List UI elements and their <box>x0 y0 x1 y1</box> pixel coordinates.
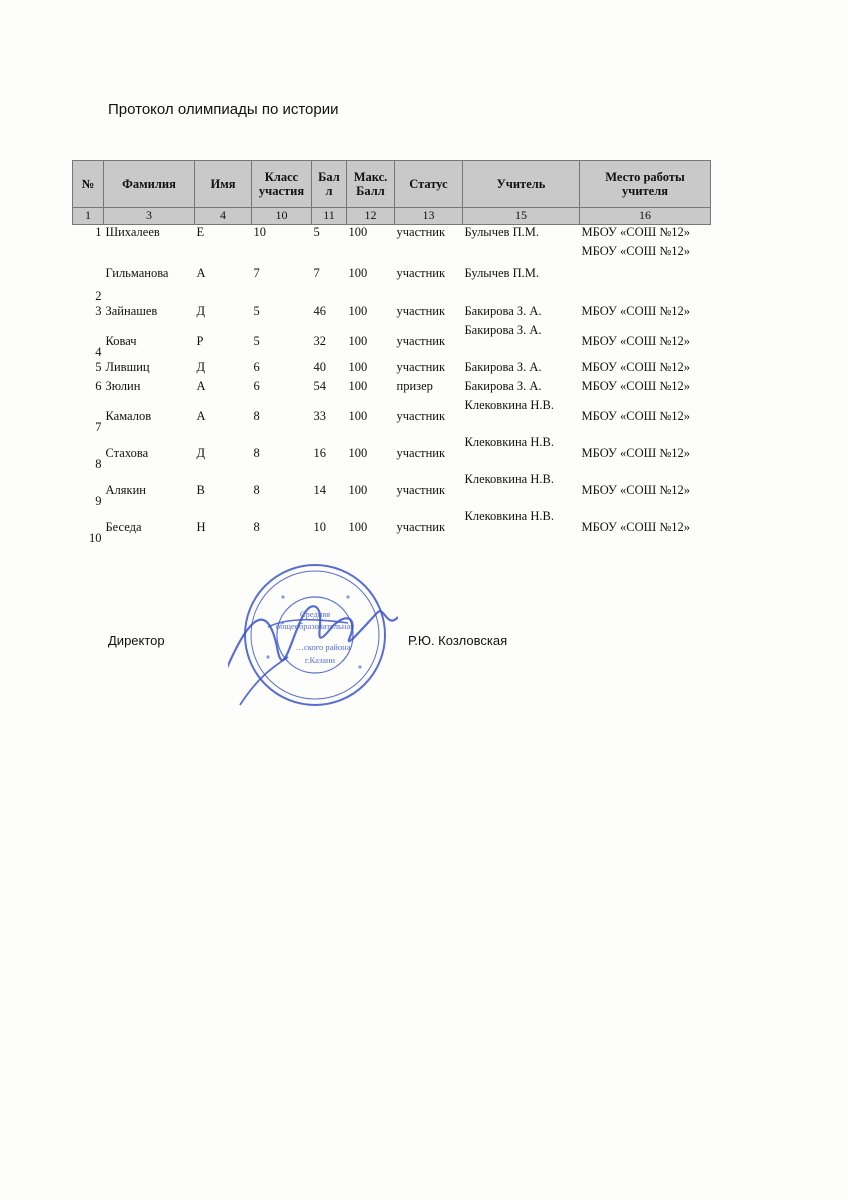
table-row <box>73 225 711 244</box>
cell-status: участник <box>396 519 446 534</box>
cell-max: 100 <box>348 333 368 348</box>
cell-teacher: Бакирова З. А. <box>464 378 542 393</box>
column-header <box>347 161 395 208</box>
table-row <box>73 323 711 360</box>
cell-max: 100 <box>348 408 368 423</box>
cell-teacher: Клековкина Н.В. <box>464 434 554 449</box>
cell-max: 100 <box>348 445 368 460</box>
cell-class: 6 <box>253 359 260 374</box>
column-header <box>580 161 711 208</box>
director-label: Директор <box>108 633 165 648</box>
cell-score: 5 <box>313 225 320 239</box>
cell-max: 100 <box>348 378 368 393</box>
cell-surname: Шихалеев <box>105 225 160 239</box>
column-header-text: № <box>81 177 95 191</box>
table-row <box>73 398 711 435</box>
cell-name: Д <box>196 445 206 460</box>
column-number: 12 <box>347 208 395 225</box>
cell-workplace: МБОУ «СОШ №12» <box>581 408 691 423</box>
cell-max: 100 <box>348 303 368 318</box>
stamp-line-3: …ского района <box>295 642 351 652</box>
cell-class: 8 <box>253 482 260 497</box>
cell-teacher: Булычев П.М. <box>464 265 539 280</box>
cell-workplace: МБОУ «СОШ №12» <box>581 303 691 318</box>
cell-status: участник <box>396 333 446 348</box>
cell-workplace: МБОУ «СОШ №12» <box>581 243 691 258</box>
official-stamp <box>228 557 398 715</box>
cell-class: 6 <box>253 378 260 393</box>
cell-n: 1 <box>95 225 102 239</box>
cell-name: Д <box>196 359 206 374</box>
cell-score: 54 <box>313 378 326 393</box>
cell-status: участник <box>396 408 446 423</box>
table-row <box>73 509 711 546</box>
cell-max: 100 <box>348 519 368 534</box>
director-name: Р.Ю. Козловская <box>408 633 508 648</box>
cell-class: 10 <box>253 225 266 239</box>
cell-n: 10 <box>89 530 102 545</box>
cell-class: 8 <box>253 408 260 423</box>
cell-max: 100 <box>348 482 368 497</box>
cell-name: Д <box>196 303 206 318</box>
cell-workplace: МБОУ «СОШ №12» <box>581 359 691 374</box>
cell-class: 5 <box>253 303 260 318</box>
column-header-text: участия <box>258 184 305 198</box>
cell-workplace: МБОУ «СОШ №12» <box>581 519 691 534</box>
cell-surname: Гильманова <box>105 265 169 280</box>
column-header-text: Фамилия <box>122 177 176 191</box>
stamp-line-1: Средняя <box>299 609 331 619</box>
table-row <box>73 304 711 323</box>
cell-workplace: МБОУ «СОШ №12» <box>581 445 691 460</box>
column-header-text: учителя <box>622 184 668 198</box>
column-number: 15 <box>463 208 580 225</box>
column-header <box>195 161 252 208</box>
cell-workplace: МБОУ «СОШ №12» <box>581 378 691 393</box>
cell-status: участник <box>396 303 446 318</box>
table-row <box>73 244 711 304</box>
cell-status: участник <box>396 265 446 280</box>
table-row <box>73 472 711 509</box>
column-number: 13 <box>395 208 463 225</box>
cell-name: Р <box>196 333 204 348</box>
cell-class: 5 <box>253 333 260 348</box>
cell-teacher: Клековкина Н.В. <box>464 508 554 523</box>
cell-n: 8 <box>95 456 102 471</box>
table-row <box>73 379 711 398</box>
stamp-line-2: общеобразовательная <box>275 621 355 631</box>
cell-score: 32 <box>313 333 326 348</box>
column-header-text: Имя <box>210 177 236 191</box>
cell-n: 2 <box>95 288 102 303</box>
cell-n: 7 <box>95 419 102 434</box>
cell-name: А <box>196 378 206 393</box>
stamp-line-4: г.Казани <box>304 655 336 665</box>
document-title: Протокол олимпиады по истории <box>108 101 339 118</box>
cell-class: 8 <box>253 519 260 534</box>
cell-workplace: МБОУ «СОШ №12» <box>581 333 691 348</box>
cell-score: 10 <box>313 519 326 534</box>
table-body <box>73 225 711 546</box>
cell-max: 100 <box>348 265 368 280</box>
cell-workplace: МБОУ «СОШ №12» <box>581 225 691 239</box>
cell-teacher: Клековкина Н.В. <box>464 471 554 486</box>
cell-surname: Ковач <box>105 333 137 348</box>
cell-surname: Стахова <box>105 445 149 460</box>
cell-name: В <box>196 482 205 497</box>
cell-n: 4 <box>95 344 102 359</box>
column-header <box>252 161 312 208</box>
column-header <box>395 161 463 208</box>
column-header-text: Бал <box>318 170 340 184</box>
column-number: 10 <box>252 208 312 225</box>
column-header <box>463 161 580 208</box>
column-header-text: Макс. <box>353 170 388 184</box>
cell-score: 16 <box>313 445 326 460</box>
column-number-row <box>73 208 711 225</box>
cell-name: Е <box>196 225 205 239</box>
cell-score: 7 <box>313 265 320 280</box>
column-number: 1 <box>73 208 104 225</box>
cell-class: 8 <box>253 445 260 460</box>
cell-surname: Беседа <box>105 519 142 534</box>
cell-status: участник <box>396 482 446 497</box>
cell-status: участник <box>396 225 446 239</box>
cell-teacher: Клековкина Н.В. <box>464 397 554 412</box>
column-header <box>73 161 104 208</box>
cell-max: 100 <box>348 359 368 374</box>
column-number: 4 <box>195 208 252 225</box>
column-number: 3 <box>104 208 195 225</box>
table-row <box>73 360 711 379</box>
table-header-row <box>73 161 711 208</box>
cell-surname: Зюлин <box>105 378 141 393</box>
cell-teacher: Булычев П.М. <box>464 225 539 239</box>
cell-surname: Зайнашев <box>105 303 158 318</box>
column-header-text: Учитель <box>496 177 546 191</box>
column-header <box>312 161 347 208</box>
cell-name: А <box>196 265 206 280</box>
cell-teacher: Бакирова З. А. <box>464 303 542 318</box>
cell-n: 5 <box>95 359 102 374</box>
cell-n: 3 <box>95 303 102 318</box>
column-header-text: Место работы <box>605 170 685 184</box>
cell-workplace: МБОУ «СОШ №12» <box>581 482 691 497</box>
cell-surname: Алякин <box>105 482 146 497</box>
column-header <box>104 161 195 208</box>
column-header-text: Статус <box>409 177 448 191</box>
column-header-text: Балл <box>356 184 385 198</box>
column-header-text: Класс <box>264 170 299 184</box>
cell-status: призер <box>396 378 433 393</box>
cell-teacher: Бакирова З. А. <box>464 322 542 337</box>
protocol-table <box>72 160 711 546</box>
cell-max: 100 <box>348 225 368 239</box>
cell-score: 14 <box>313 482 326 497</box>
column-header-text: л <box>325 184 333 198</box>
cell-teacher: Бакирова З. А. <box>464 359 542 374</box>
column-number: 16 <box>580 208 711 225</box>
cell-name: Н <box>196 519 206 534</box>
table-row <box>73 435 711 472</box>
cell-score: 46 <box>313 303 326 318</box>
column-number: 11 <box>312 208 347 225</box>
cell-status: участник <box>396 445 446 460</box>
cell-surname: Лившиц <box>105 359 150 374</box>
cell-score: 33 <box>313 408 326 423</box>
cell-score: 40 <box>313 359 326 374</box>
cell-class: 7 <box>253 265 260 280</box>
cell-n: 6 <box>95 378 102 393</box>
cell-name: А <box>196 408 206 423</box>
cell-status: участник <box>396 359 446 374</box>
cell-surname: Камалов <box>105 408 152 423</box>
cell-n: 9 <box>95 493 102 508</box>
